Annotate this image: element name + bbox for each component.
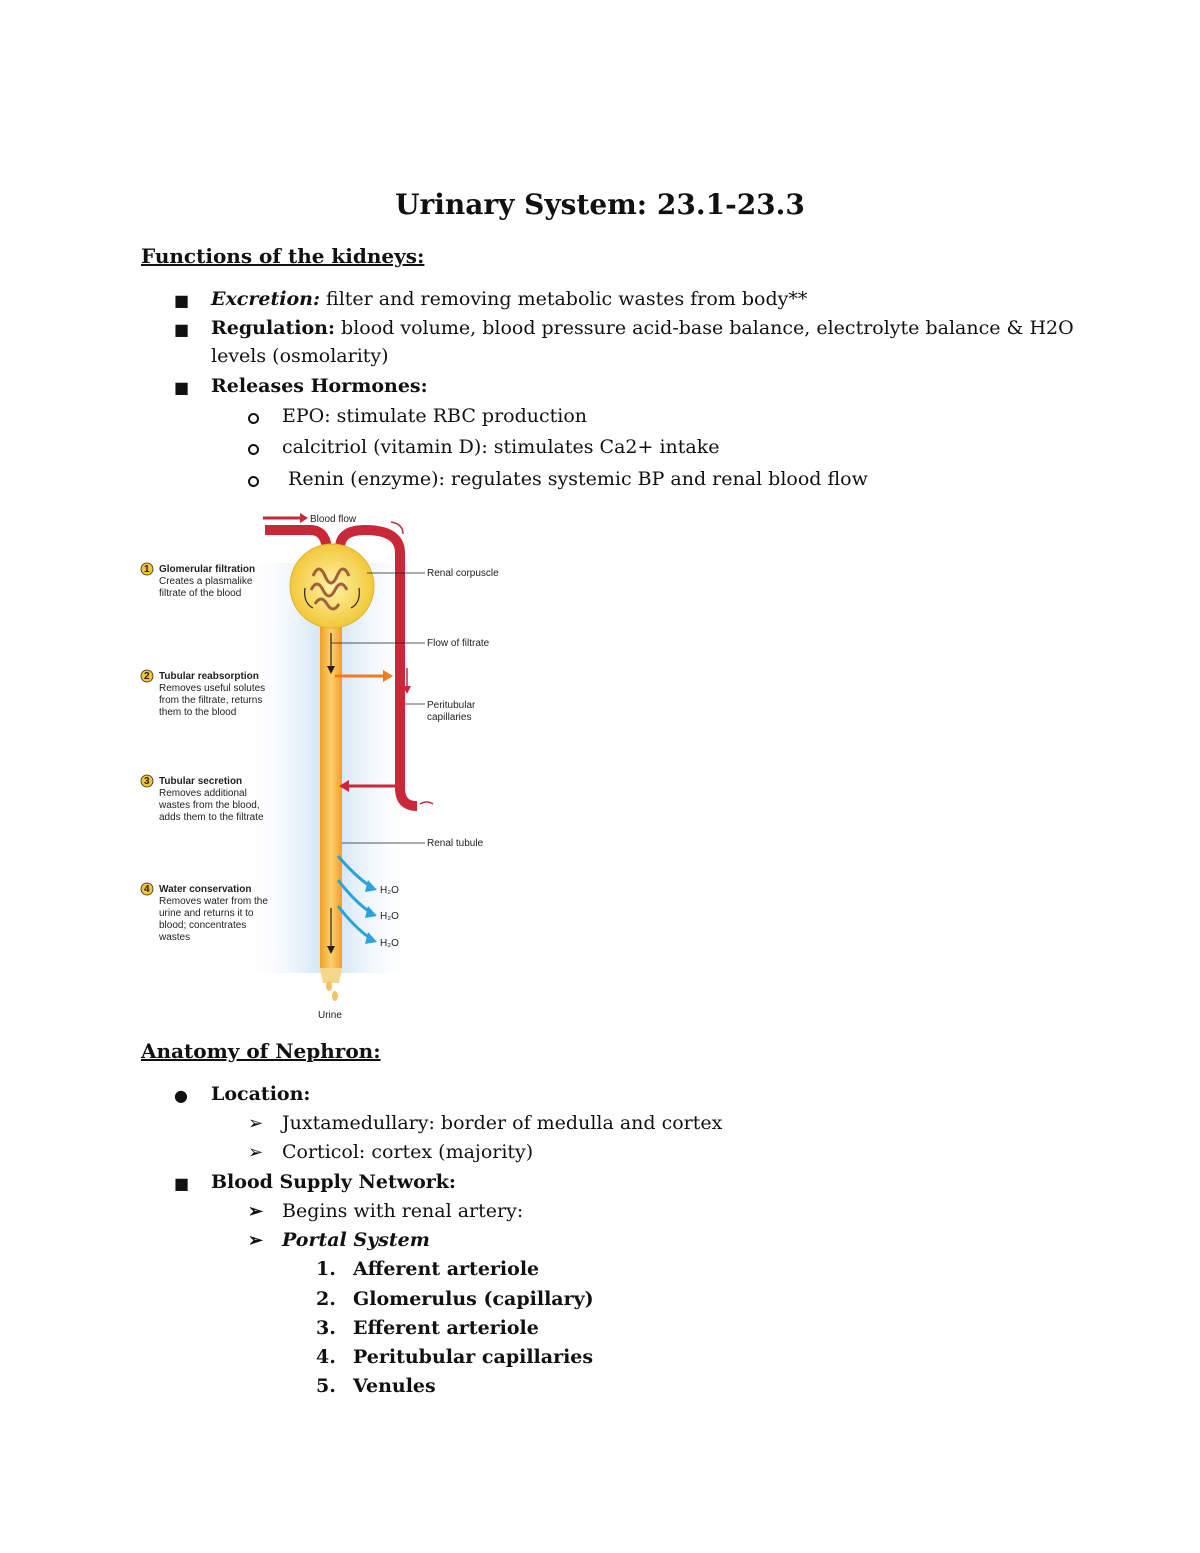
portal-step-label: Venules (353, 1375, 436, 1397)
svg-text:wastes from the blood,: wastes from the blood, (159, 800, 260, 811)
portal-step-number: 5. (316, 1375, 336, 1397)
venous-flow-arrow (420, 802, 433, 804)
svg-text:Water conservation: Water conservation (159, 884, 252, 895)
urine-drop (326, 981, 332, 991)
svg-text:Removes useful solutes: Removes useful solutes (159, 683, 266, 694)
bullet-icon: ■ (174, 1174, 190, 1193)
blood-flow-label: Blood flow (310, 514, 357, 525)
portal-step-number: 2. (316, 1288, 336, 1310)
page-title: Urinary System: 23.1-23.3 (395, 188, 805, 221)
urine-drop (332, 991, 338, 1001)
regulation-label: Regulation: (211, 317, 336, 339)
hormones-label: Releases Hormones: (211, 375, 428, 397)
svg-text:adds them to the filtrate: adds them to the filtrate (159, 812, 264, 823)
arrow-bullet-icon: ➢ (248, 1201, 264, 1222)
location-label: Location: (211, 1083, 311, 1105)
bullet-icon: ■ (174, 320, 190, 339)
svg-text:filtrate of the blood: filtrate of the blood (159, 588, 242, 599)
svg-text:Removes water from the: Removes water from the (159, 896, 268, 907)
arrow-bullet-icon: ➢ (248, 1230, 264, 1251)
svg-text:1: 1 (144, 564, 150, 575)
location-item: Corticol: cortex (majority) (282, 1141, 534, 1163)
svg-text:Glomerular filtration: Glomerular filtration (159, 564, 256, 575)
flow-of-filtrate-label: Flow of filtrate (427, 638, 490, 649)
svg-text:them to the blood: them to the blood (159, 707, 237, 718)
circle-bullet-icon (248, 413, 259, 424)
hormone-item: calcitriol (vitamin D): stimulates Ca2+ intake (282, 436, 720, 458)
svg-text:wastes: wastes (159, 932, 191, 943)
regulation-item (211, 317, 1074, 339)
regulation-text: blood volume, blood pressure acid-base balance, electrolyte balance & H2O (335, 317, 1074, 339)
blood-supply-item: Begins with renal artery: (282, 1200, 524, 1222)
tubule-end (320, 968, 342, 983)
svg-text:4: 4 (144, 884, 150, 895)
blood-flow-arrowhead (300, 513, 308, 523)
bullet-icon: ● (174, 1086, 188, 1105)
svg-text:Tubular reabsorption: Tubular reabsorption (159, 671, 259, 682)
excretion-label: Excretion: (211, 288, 320, 310)
svg-text:Tubular secretion: Tubular secretion (159, 776, 243, 787)
excretion-item (211, 288, 807, 310)
peritubular-label-2: capillaries (427, 712, 472, 723)
hormone-item: EPO: stimulate RBC production (282, 405, 588, 427)
svg-text:urine and returns it to: urine and returns it to (159, 908, 254, 919)
renal-tubule-label: Renal tubule (427, 838, 484, 849)
regulation-text-2: levels (osmolarity) (211, 345, 389, 367)
peritubular-label-1: Peritubular (427, 700, 476, 711)
h2o-label: H₂O (380, 911, 399, 922)
arrow-bullet-icon: ➢ (248, 1142, 264, 1163)
portal-step-label: Efferent arteriole (353, 1317, 539, 1339)
portal-step-label: Glomerulus (capillary) (353, 1288, 594, 1310)
portal-step-number: 4. (316, 1346, 336, 1368)
hormone-item: Renin (enzyme): regulates systemic BP and renal blood flow (282, 468, 868, 490)
svg-text:Creates a plasmalike: Creates a plasmalike (159, 576, 253, 587)
bullet-icon: ■ (174, 378, 190, 397)
h2o-label: H₂O (380, 938, 399, 949)
arrow-bullet-icon: ➢ (248, 1113, 264, 1134)
renal-corpuscle (290, 544, 374, 628)
portal-step-label: Afferent arteriole (353, 1258, 540, 1280)
blood-supply-label: Blood Supply Network: (211, 1171, 456, 1193)
svg-text:Removes additional: Removes additional (159, 788, 247, 799)
functions-heading: Functions of the kidneys: (141, 244, 425, 268)
portal-step-label: Peritubular capillaries (353, 1346, 594, 1368)
step-1 (141, 563, 255, 599)
circle-bullet-icon (248, 444, 259, 455)
svg-text:3: 3 (144, 776, 150, 787)
excretion-text: filter and removing metabolic wastes from body** (319, 288, 808, 310)
svg-text:2: 2 (144, 671, 150, 682)
bullet-icon: ■ (174, 291, 190, 310)
portal-step-number: 3. (316, 1317, 336, 1339)
renal-corpuscle-label: Renal corpuscle (427, 568, 499, 579)
urine-label: Urine (318, 1010, 342, 1021)
anatomy-heading: Anatomy of Nephron: (141, 1039, 381, 1063)
h2o-label: H₂O (380, 885, 399, 896)
portal-system-label: Portal System (282, 1229, 430, 1251)
location-item: Juxtamedullary: border of medulla and cortex (282, 1112, 723, 1134)
svg-text:from the filtrate, returns: from the filtrate, returns (159, 695, 263, 706)
nephron-diagram (135, 508, 525, 1028)
circle-bullet-icon (248, 476, 259, 487)
svg-text:blood; concentrates: blood; concentrates (159, 920, 247, 931)
portal-step-number: 1. (316, 1258, 336, 1280)
